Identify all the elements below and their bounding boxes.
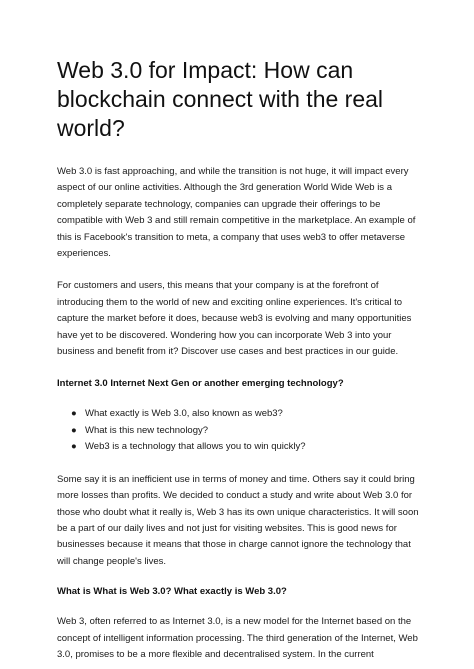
section-heading-what-is-web3: What is What is Web 3.0? What exactly is Web 3.0? bbox=[57, 586, 287, 598]
document-content bbox=[57, 56, 419, 663]
opinions-paragraph: Some say it is an inefficient use in terms of money and time. Others say it could bring more losses than profits. We decided to conduct a study and write about Web 3.0 for those who doubt what it really is, Web 3 has its own unique characteristics. It will soon be a part of our daily lives and not just for visiting websites. This is good news for businesses because it means that those in charge cannot ignore the technology that will change people's lives. bbox=[57, 473, 419, 567]
bullet-icon: ● bbox=[71, 441, 77, 453]
list-item bbox=[57, 439, 419, 455]
intro-paragraph: Web 3.0 is fast approaching, and while the transition is not huge, it will impact every aspect of our online activities. Although the 3rd generation World Wide Web is a completely separate technology, companies can upgrade their offerings to be compatible with Web 3 and still remain competitive in the marketplace. An example of this is Facebook's transition to meta, a company that uses web3 to offer metaverse experiences. bbox=[57, 166, 416, 260]
list-item-text: What is this new technology? bbox=[85, 424, 209, 436]
customers-paragraph: For customers and users, this means that your company is at the forefront of introducing them to the world of new and exciting online experiences. It's critical to capture the market before it does, because web3 is evolving and many opportunities have yet to be discovered. Wondering how you can incorporate Web 3 into your business and benefit from it? Discover use cases and best practices in our guide. bbox=[57, 280, 412, 358]
list-item-text: Web3 is a technology that allows you to win quickly? bbox=[85, 441, 306, 453]
question-list bbox=[57, 406, 419, 455]
list-item-text: What exactly is Web 3.0, also known as web3? bbox=[85, 408, 283, 420]
bullet-icon: ● bbox=[71, 408, 77, 420]
section-heading-internet-next-gen: Internet 3.0 Internet Next Gen or another emerging technology? bbox=[57, 378, 344, 390]
document-title: Web 3.0 for Impact: How can blockchain connect with the real world? bbox=[57, 57, 384, 141]
bullet-icon: ● bbox=[71, 424, 77, 436]
list-item bbox=[57, 406, 419, 422]
definition-paragraph: Web 3, often referred to as Internet 3.0, is a new model for the Internet based on the concept of intelligent information processing. The third generation of the Internet, Web 3.0, promises to be a more flexible and decentralised system. In the current bbox=[57, 616, 418, 660]
list-item bbox=[57, 423, 419, 439]
